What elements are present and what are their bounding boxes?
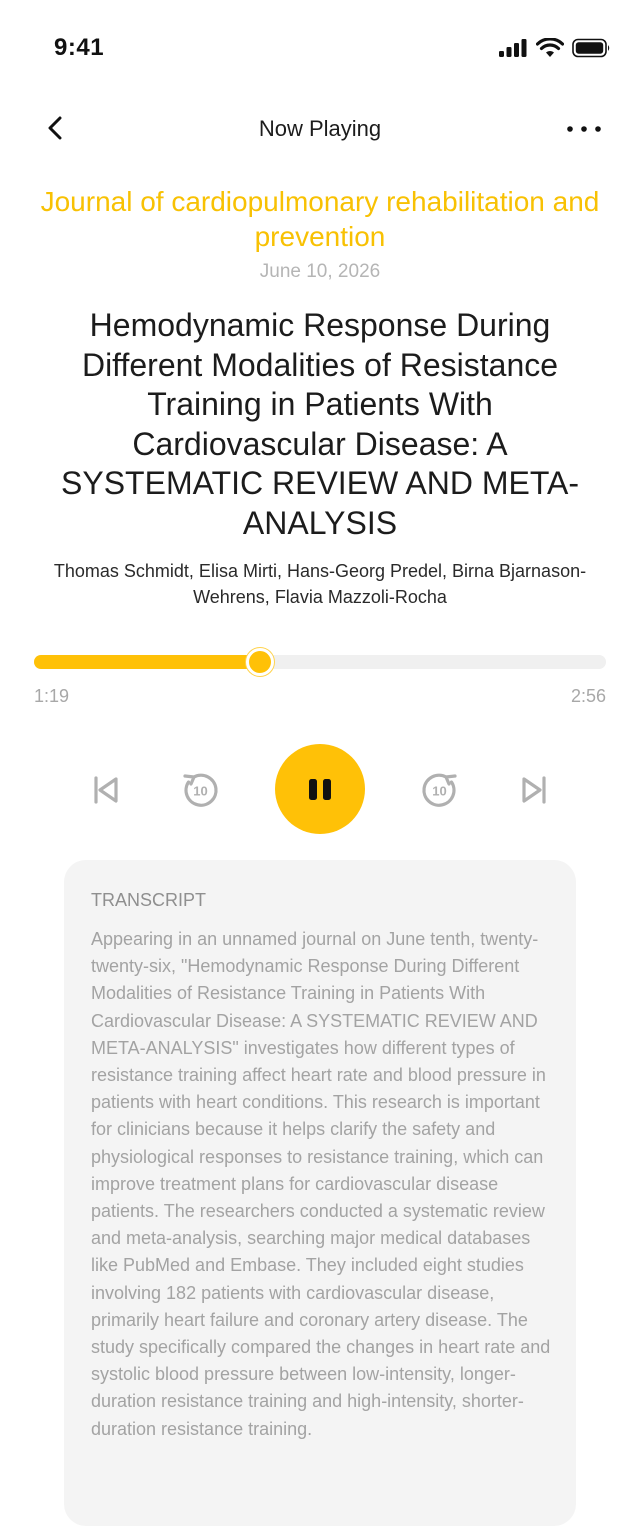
nav-bar xyxy=(0,104,640,154)
journal-name: Journal of cardiopulmonary rehabilitation and prevention xyxy=(40,186,600,252)
article-title: Hemodynamic Response During Different Modalities of Resistance Training in Patients With Cardiovascular Disease: A SYSTEMATIC REVIEW AND META-ANALYSIS xyxy=(61,307,579,541)
playback-controls xyxy=(0,744,640,834)
transcript-card[interactable] xyxy=(64,860,576,1526)
pause-button[interactable] xyxy=(275,744,365,834)
wifi-icon xyxy=(536,38,564,58)
transcript-text: Appearing in an unnamed journal on June tenth, twenty-twenty-six, "Hemodynamic Response During Different Modalities of Resistance Training in Patients With Cardiovascular Disease: A SYSTEMATIC REVIEW AND META-ANALYSIS" investigates how different types of resistance training affect heart rate and blood pressure in patients with heart conditions. This research is important for clinicians because it helps clarify the safety and physiological responses to resistance training, which can improve treatment plans for cardiovascular disease patients. The researchers conducted a systematic review and meta-analysis, searching major medical databases like PubMed and Embase. They included eight studies involving 182 patients with cardiovascular disease, primarily heart failure and coronary artery disease. The study specifically compared the changes in heart rate and systolic blood pressure between low-intensity, longer-duration resistance training and high-intensity, shorter-duration resistance training. xyxy=(91,929,551,1439)
publication-date: June 10, 2026 xyxy=(259,261,381,282)
article-authors: Thomas Schmidt, Elisa Mirti, Hans-Georg Predel, Birna Bjarnason-Wehrens, Flavia Mazzoli-Rocha xyxy=(53,561,587,607)
more-options-button[interactable] xyxy=(564,114,604,144)
rewind-10-icon xyxy=(180,770,220,810)
total-time: 2:56 xyxy=(570,686,606,706)
pause-icon xyxy=(275,744,365,834)
rewind-10-button[interactable] xyxy=(180,770,220,810)
forward-10-button[interactable] xyxy=(420,770,460,810)
rewind-10-label: 10 xyxy=(193,783,208,799)
next-button[interactable] xyxy=(514,770,554,810)
battery-icon xyxy=(572,38,612,58)
progress-slider[interactable] xyxy=(34,655,606,669)
current-time: 1:19 xyxy=(34,686,70,706)
status-icons xyxy=(498,38,612,58)
transcript-heading: TRANSCRIPT xyxy=(91,890,207,910)
progress-thumb[interactable] xyxy=(246,648,274,676)
page-title: Now Playing xyxy=(258,116,382,141)
more-horizontal-icon xyxy=(564,114,604,144)
previous-button[interactable] xyxy=(86,770,126,810)
forward-10-label: 10 xyxy=(432,783,447,799)
progress-fill xyxy=(34,655,260,669)
skip-previous-icon xyxy=(86,770,126,810)
skip-next-icon xyxy=(514,770,554,810)
status-time: 9:41 xyxy=(54,34,105,61)
status-bar xyxy=(0,0,640,100)
forward-10-icon xyxy=(420,770,460,810)
cellular-signal-icon xyxy=(498,38,528,58)
